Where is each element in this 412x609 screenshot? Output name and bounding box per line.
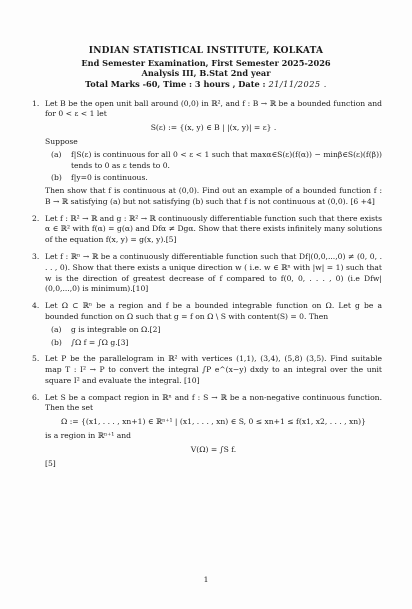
question-4 (30, 301, 382, 348)
question-midtext: is a region in ℝⁿ⁺¹ and (45, 430, 132, 440)
question-text: Let B be the open unit ball around (0,0) in ℝ², and f : B → ℝ be a bounded function and for 0 < ε < 1 let (45, 98, 382, 119)
question-3 (30, 252, 382, 295)
question-text: Let S be a compact region in ℝⁿ and f : S → ℝ be a non-negative continuous function. Then the set (45, 392, 382, 413)
part-label: (b) (51, 337, 62, 347)
display-equation: Ω := {(x1, . . . , xn+1) ∈ ℝⁿ⁺¹ | (x1, . . . , xn) ∈ S, 0 ≤ xn+1 ≤ f(x1, x2, . . . , xn)} (61, 417, 366, 427)
display-equation: S(ε) := {(x, y) ∈ B | |(x, y)| = ε} . (150, 123, 277, 133)
question-6 (30, 393, 382, 470)
part-label: (a) (51, 324, 62, 334)
display-equation-volume: V(Ω) = ∫S f. (190, 444, 237, 454)
question-marks: [5] (45, 458, 56, 468)
page-number: 1 (203, 575, 209, 584)
exam-header (30, 46, 382, 90)
question-text: Let f : ℝⁿ → ℝ be a continuously differentiable function such that Df|(0,0,...,0) ≠ (0, 0, . . . , 0). Show that there exists a unique direction w ( i.e. w ∈ ℝⁿ with |w| = 1) such that w is the direction of greatest decrease of f compared to f(0, 0, . . . , 0) (i.e Dfw|(0,0,...,0) is minimum).[10] (45, 252, 382, 294)
part-text: f|y=0 is continuous. (71, 173, 148, 183)
part-text: ∫Ω f = ∫Ω g.[3] (71, 337, 129, 347)
question-number: 1. (32, 98, 40, 108)
part-a (51, 325, 382, 336)
exam-title: End Semester Examination, First Semester 2025-2026 (81, 57, 331, 68)
course-title: Analysis III, B.Stat 2nd year (141, 68, 271, 79)
question-1 (30, 99, 382, 208)
part-text: g is integrable on Ω.[2] (71, 324, 161, 334)
question-text: Let Ω ⊂ ℝⁿ be a region and f be a bounded integrable function on Ω. Let g be a bounded function on Ω such that g = f on Ω \ S with content(S) = 0. Then (45, 301, 382, 321)
question-number: 3. (32, 252, 40, 262)
marks-time-line (30, 79, 382, 90)
part-label: (a) (51, 149, 62, 159)
part-b (51, 338, 382, 349)
part-label: (b) (51, 173, 62, 183)
question-text: Let f : ℝ² → ℝ and g : ℝ² → ℝ continuously differentiable function such that there exists α ∈ ℝ² with f(α) = g(α) and Dfα ≠ Dgα. Show that there exists infinitely many solutions of the equation f(x, y) = g(x, y).[5] (45, 213, 382, 245)
suppose-text: Suppose (45, 137, 78, 146)
marks-time-text: Total Marks -60, Time : 3 hours , Date : (85, 79, 266, 89)
handwritten-date: 21/11/2025 . (268, 79, 327, 89)
question-number: 4. (32, 301, 40, 311)
question-text: Let P be the parallelogram in ℝ² with vertices (1,1), (3,4), (5,8) (3,5). Find suitable map T : I² → P to convert the integral ∫P e^(x−y) dxdy to an integral over the unit square I² and evaluate the integral. [10] (45, 354, 382, 385)
question-followup: Then show that f is continuous at (0,0). Find out an example of a bounded function f : B → ℝ satisfying (a) but not satisfying (b) such that f is not continuous at (0,0). [6 +4] (45, 186, 382, 206)
part-text: f|S(ε) is continuous for all 0 < ε < 1 such that maxα∈S(ε)(f(α)) − minβ∈S(ε)(f(β)) tends to 0 as ε tends to 0. (71, 149, 382, 170)
part-b (51, 173, 382, 184)
question-number: 6. (32, 392, 40, 402)
institute-title: INDIAN STATISTICAL INSTITUTE, KOLKATA (88, 46, 324, 56)
question-5 (30, 354, 382, 386)
question-number: 5. (32, 354, 40, 364)
question-2 (30, 214, 382, 246)
part-a (51, 150, 382, 172)
question-number: 2. (32, 213, 40, 223)
